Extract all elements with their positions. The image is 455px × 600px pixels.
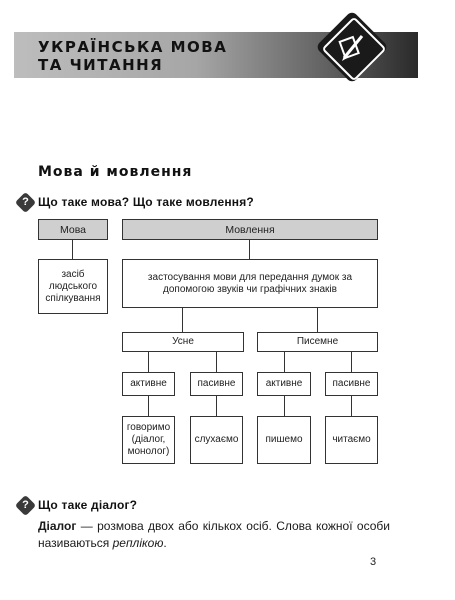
page-title — [38, 38, 288, 74]
connector-line — [249, 240, 250, 259]
pen-writing-icon — [332, 26, 372, 68]
title-line-2: ТА ЧИТАННЯ — [38, 56, 164, 74]
connector-line — [216, 396, 217, 416]
question-what-is-dialogue: Що таке діалог? — [38, 498, 138, 512]
box-written-active: активне — [257, 372, 311, 396]
connector-line — [317, 308, 318, 332]
box-written-passive-desc: читаємо — [325, 416, 378, 464]
question-what-is-language: Що таке мова? Що таке мовлення? — [38, 195, 254, 209]
term-dialogue: Діалог — [38, 519, 77, 533]
box-oral-active: активне — [122, 372, 175, 396]
box-language-head: Мова — [38, 219, 108, 240]
connector-line — [216, 352, 217, 372]
connector-line — [284, 352, 285, 372]
connector-line — [72, 240, 73, 259]
box-oral: Усне — [122, 332, 244, 352]
connector-line — [351, 352, 352, 372]
box-speech-head: Мовлення — [122, 219, 378, 240]
paragraph-end: . — [163, 536, 167, 550]
connector-line — [284, 396, 285, 416]
connector-line — [148, 352, 149, 372]
question-mark: ? — [22, 196, 29, 208]
box-speech-definition: застосування мови для передання думок за допомогою звуків чи графічних знаків — [122, 259, 378, 308]
definition-paragraph — [38, 518, 390, 552]
box-oral-active-desc: говоримо (діалог, монолог) — [122, 416, 175, 464]
connector-line — [351, 396, 352, 416]
title-line-1: УКРАЇНСЬКА МОВА — [38, 38, 228, 56]
term-replica: реплікою — [112, 536, 164, 550]
box-language-definition: засіб людського спілкування — [38, 259, 108, 314]
box-written-active-desc: пишемо — [257, 416, 311, 464]
paragraph-body: — розмова двох або кількох осіб. Слова кожної особи називаються — [38, 519, 390, 550]
box-oral-passive-desc: слухаємо — [190, 416, 243, 464]
question-mark: ? — [22, 499, 29, 511]
page-number: 3 — [370, 556, 377, 568]
connector-line — [182, 308, 183, 332]
box-written-passive: пасивне — [325, 372, 378, 396]
connector-line — [148, 396, 149, 416]
section-title: Мова й мовлення — [38, 164, 193, 180]
box-written: Писемне — [257, 332, 378, 352]
box-oral-passive: пасивне — [190, 372, 243, 396]
